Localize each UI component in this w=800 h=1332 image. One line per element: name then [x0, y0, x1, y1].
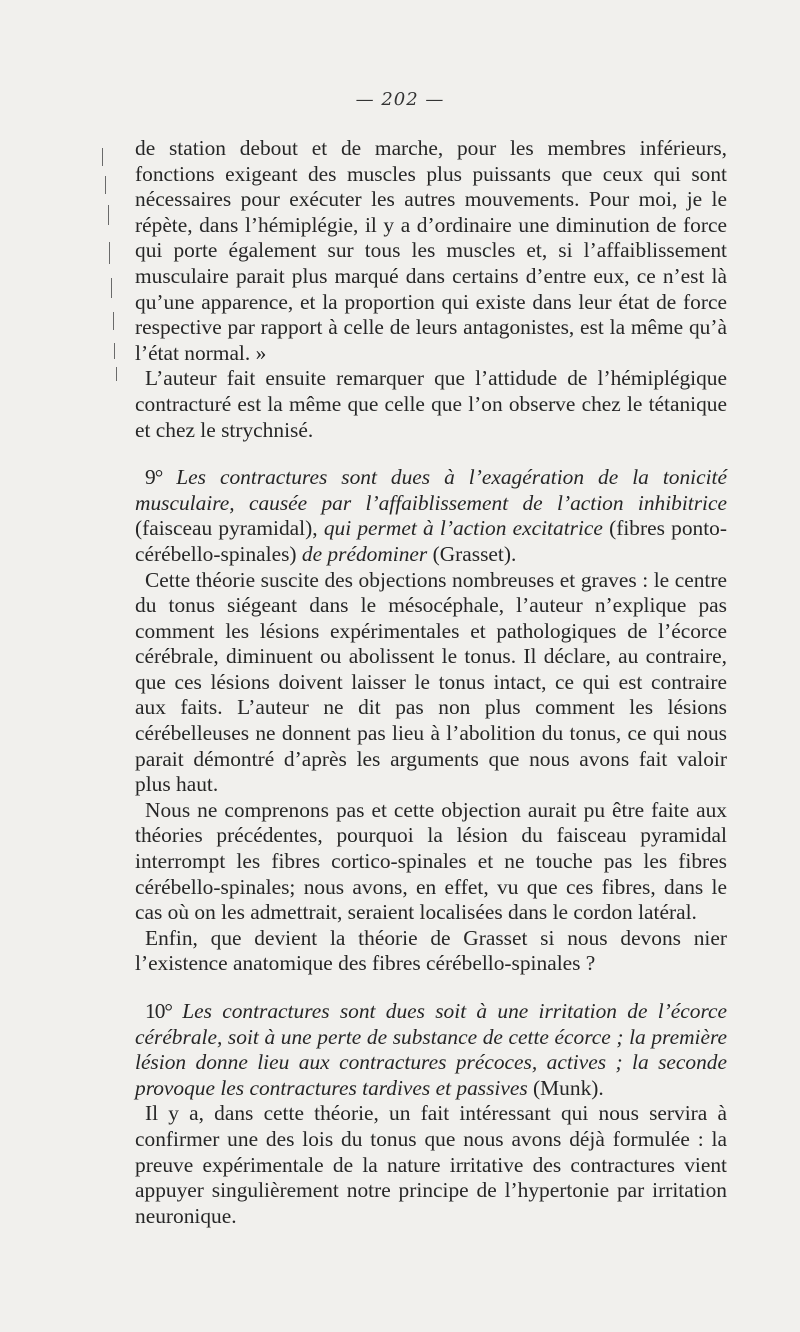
roman-text: (Grasset).	[432, 541, 517, 566]
italic-text: qui permet à l’action excitatrice	[323, 516, 610, 541]
page-number: — 202 —	[355, 89, 445, 110]
italic-text: Les contractures sont dues à l’exagération de la tonicité musculaire, causée par l’affaiblissement de l’action inhibitrice	[135, 465, 727, 515]
body-text	[135, 136, 727, 1229]
roman-text: (Munk).	[533, 1075, 604, 1100]
paragraph: Il y a, dans cette théorie, un fait intéressant qui nous servira à confirmer une des lois du tonus que nous avons déjà formulée : la preuve expérimentale de la nature irritative des contractures vient appuyer singulièrement notre principe de l’hypertonie par irritation neuronique.	[135, 1101, 727, 1228]
margin-rule	[116, 367, 117, 381]
paragraph-item-9	[135, 465, 727, 567]
roman-text: (fibres ponto-cérébello-spinales)	[135, 516, 727, 566]
paragraph: de station debout et de marche, pour les membres inférieurs, fonctions exigeant des muscles plus puissants que ceux qui sont nécessaires pour exécuter les autres mouvements. Pour moi, je le répète, dans l’hémiplégie, il y a d’ordinaire une diminution de force qui porte également sur tous les muscles et, si l’affaiblissement musculaire parait plus marqué dans certains d’entre eux, ce n’est là qu’une apparence, et la proportion qui existe dans leur état de force respective par rapport à celle de leurs antagonistes, est la même qu’à l’état normal. »	[135, 136, 727, 365]
margin-rule	[102, 148, 103, 166]
margin-rule	[114, 343, 115, 359]
roman-text: (faisceau pyramidal),	[135, 516, 324, 541]
margin-rule	[108, 205, 109, 225]
margin-rule	[109, 242, 110, 264]
paragraph: Enfin, que devient la théorie de Grasset si nous devons nier l’existence anatomique des fibres cérébello-spinales ?	[135, 925, 727, 976]
paragraph: Nous ne comprenons pas et cette objection aurait pu être faite aux théories précédentes, pourquoi la lésion du faisceau pyramidal interrompt les fibres cortico-spinales et ne touche pas les fibres cérébello-spinales; nous avons, en effet, vu que ces fibres, dans le cas où on les admettrait, seraient localisées dans le cordon latéral.	[135, 797, 727, 925]
item-number: 10°	[145, 999, 172, 1023]
margin-rule	[111, 278, 112, 298]
italic-text: Les contractures sont dues soit à une irritation de l’écorce cérébrale, soit à une perte de substance de cette écorce ; la première lésion donne lieu aux contractures précoces, actives ; la seconde provoque les contractures tardives et passives	[135, 999, 727, 1100]
margin-rule	[105, 176, 106, 194]
paragraph-item-10	[135, 999, 727, 1101]
paragraph: L’auteur fait ensuite remarquer que l’attidude de l’hémiplégique contracturé est la même que celle que l’on observe chez le tétanique et chez le strychnisé.	[135, 366, 727, 442]
paragraph: Cette théorie suscite des objections nombreuses et graves : le centre du tonus siégeant dans le mésocéphale, l’auteur n’explique pas comment les lésions expérimentales et pathologiques de l’écorce cérébrale, diminuent ou abolissent le tonus. Il déclare, au contraire, que ces lésions doivent laisser le tonus intact, ce qui est contraire aux faits. L’auteur ne dit pas non plus comment les lésions cérébelleuses ne donnent pas lieu à l’abolition du tonus, ce qui nous parait démontré d’après les arguments que nous avons fait valoir plus haut.	[135, 567, 727, 797]
margin-rule	[113, 312, 114, 330]
item-number: 9°	[145, 465, 163, 490]
italic-text: de prédominer	[301, 541, 433, 566]
